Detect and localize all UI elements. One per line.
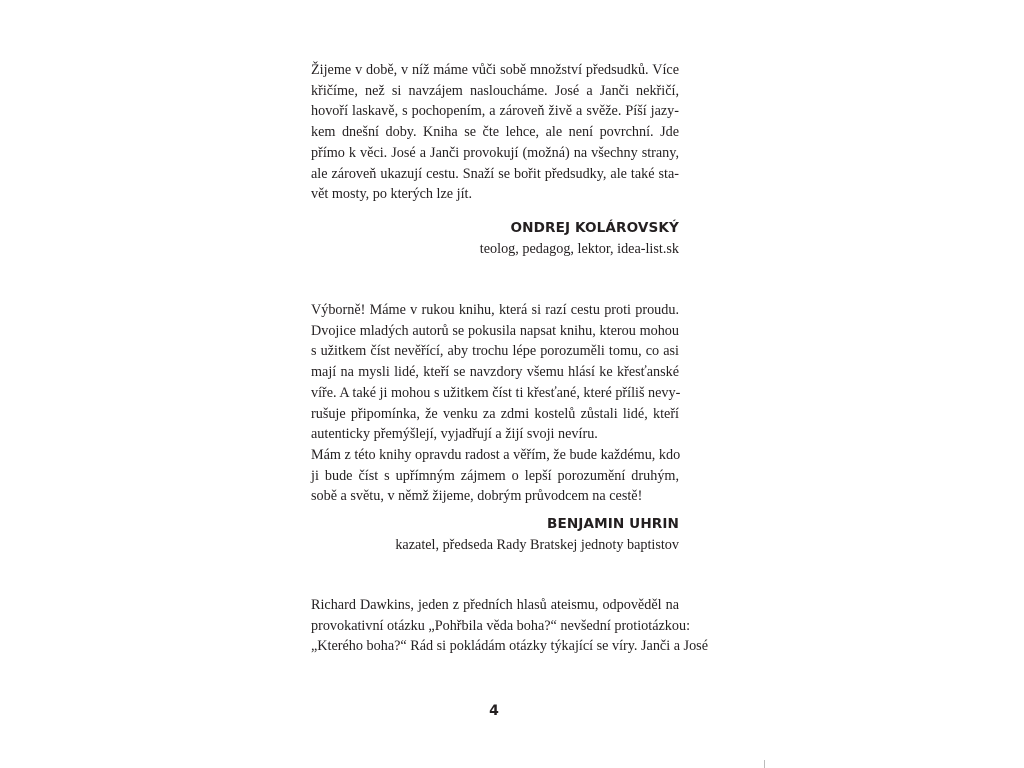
endorsement-paragraph-1 [311,60,679,205]
author-name-1: ONDREJ KOLÁROVSKÝ [510,220,679,236]
text-line: ale zároveň ukazují cestu. Snaží se bořit předsudky, ale také sta- [311,165,679,182]
author-role-2: kazatel, předseda Rady Bratskej jednoty baptistov [395,537,679,553]
author-name-2: BENJAMIN UHRIN [546,516,679,532]
text-line: Výborně! Máme v rukou knihu, která si razí cestu proti proudu. [311,302,679,318]
text-line: Dvojice mladých autorů se pokusila napsat knihu, kterou mohou [311,322,679,339]
text-line: hovoří laskavě, s pochopením, a zároveň živě a svěže. Píší jazy- [311,103,679,120]
page-number: 4 [489,703,499,719]
text-line: rušuje připomínka, že venku za zdmi kostelů zůstali lidé, kteří [311,405,679,422]
text-line: s užitkem číst nevěřící, aby trochu lépe porozuměli tomu, co asi [311,343,679,360]
text-line: Mám z této knihy opravdu radost a věřím, že bude každému, kdo [311,446,681,463]
text-line: Richard Dawkins, jeden z předních hlasů ateismu, odpověděl na [311,597,679,613]
text-line: Žijeme v době, v níž máme vůči sobě množství předsudků. Více [311,62,679,78]
text-line: vět mosty, po kterých lze jít. [311,186,473,203]
text-line: autenticky přemýšlejí, vyjadřují a žijí svoji nevíru. [311,426,598,443]
text-line: křičíme, než si navzájem nasloucháme. José a Janči nekřičí, [311,82,679,99]
text-line: provokativní otázku „Pohřbila věda boha?“ nevšední protiotázkou: [311,617,691,634]
endorsement-paragraph-3 [311,595,708,657]
endorsement-paragraph-2 [311,300,679,507]
text-line: přímo k věci. José a Janči provokují (možná) na všechny strany, [311,144,679,161]
text-line: „Kterého boha?“ Rád si pokládám otázky týkající se víry. Janči a José [311,638,708,655]
author-role-1: teolog, pedagog, lektor, idea-list.sk [479,241,679,257]
text-line: sobě a světu, v němž žijeme, dobrým průvodcem na cestě! [311,488,643,505]
text-line: kem dnešní doby. Kniha se čte lehce, ale není povrchní. Jde [311,124,679,141]
text-line: mají na mysli lidé, kteří se navzdory všemu hlásí ke křesťanské [311,364,679,381]
text-line: víře. A také ji mohou s užitkem číst ti křesťané, které příliš nevy- [311,384,681,401]
crop-mark [764,760,765,768]
text-line: ji bude číst s upřímným zájmem o lepší porozumění druhým, [311,467,679,484]
